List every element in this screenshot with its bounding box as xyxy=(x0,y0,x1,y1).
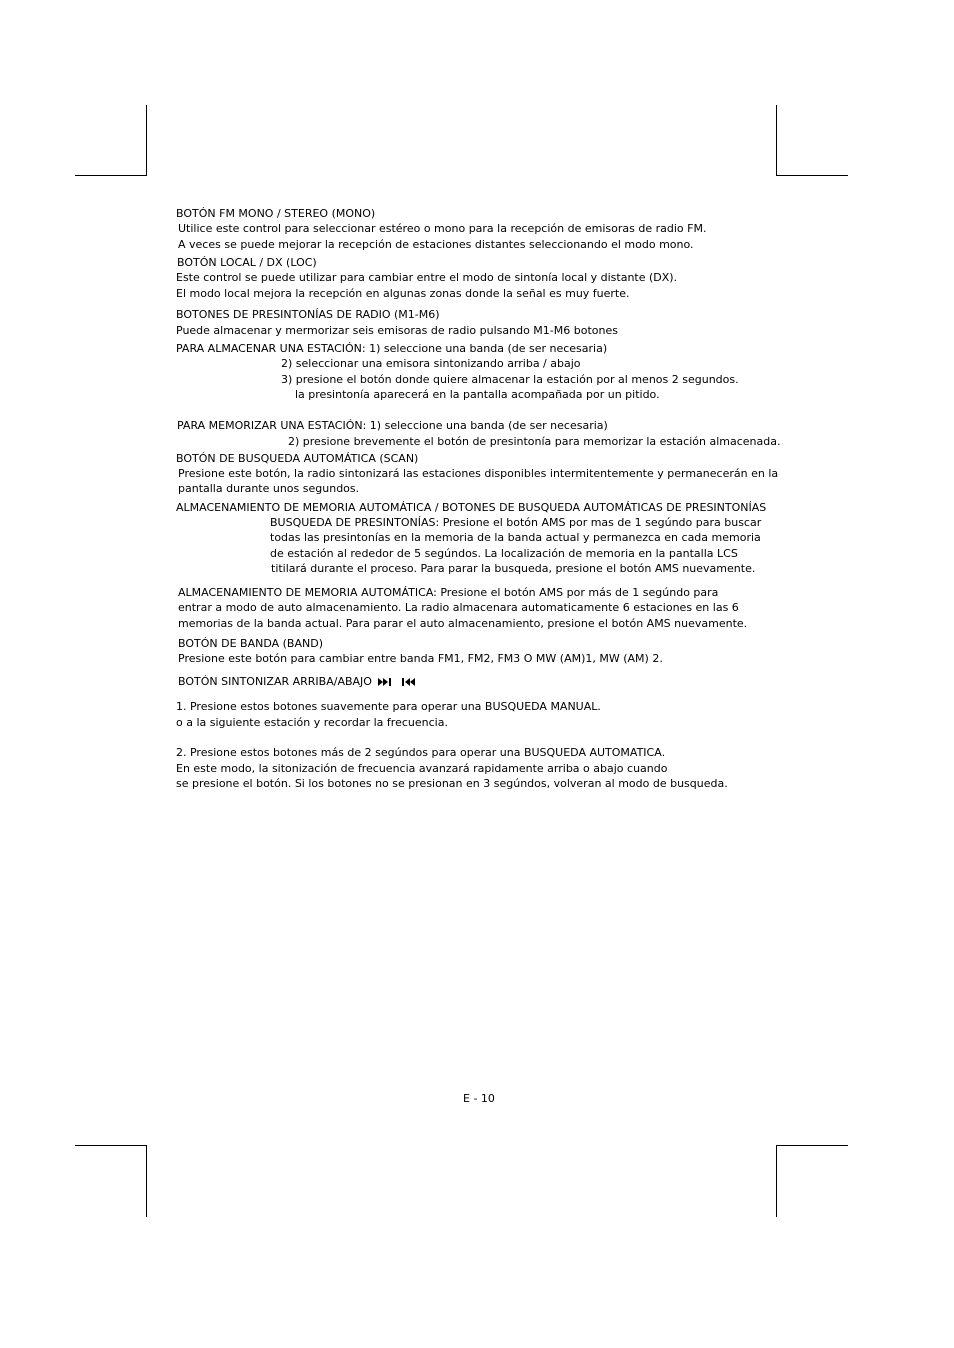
crop-mark xyxy=(776,175,848,176)
text-line: todas las presintonías en la memoria de la banda actual y permanezca en cada memoria xyxy=(270,531,761,544)
text-line: o a la siguiente estación y recordar la frecuencia. xyxy=(176,716,448,729)
heading-tune-up-down xyxy=(178,675,416,688)
crop-mark xyxy=(776,105,777,176)
text-line: de estación al rededor de 5 segúndos. La localización de memoria en la pantalla LCS xyxy=(270,547,738,560)
heading-ams: ALMACENAMIENTO DE MEMORIA AUTOMÁTICA / BOTONES DE BUSQUEDA AUTOMÁTICAS DE PRESINTONÍAS xyxy=(176,501,767,514)
heading-tune-text: BOTÓN SINTONIZAR ARRIBA/ABAJO xyxy=(178,675,372,688)
text-line: la presintonía aparecerá en la pantalla acompañada por un pitido. xyxy=(295,388,660,401)
text-line: En este modo, la sitonización de frecuencia avanzará rapidamente arriba o abajo cuando xyxy=(176,762,668,775)
text-line: A veces se puede mejorar la recepción de estaciones distantes seleccionando el modo mono. xyxy=(178,238,694,251)
heading-fm-mono-stereo: BOTÓN FM MONO / STEREO (MONO) xyxy=(176,207,376,220)
text-line: 2. Presione estos botones más de 2 segúndos para operar una BUSQUEDA AUTOMATICA. xyxy=(176,746,666,759)
text-line: 2) seleccionar una emisora sintonizando arriba / abajo xyxy=(281,357,581,370)
heading-local-dx: BOTÓN LOCAL / DX (LOC) xyxy=(177,256,317,269)
text-line: El modo local mejora la recepción en algunas zonas donde la señal es muy fuerte. xyxy=(176,287,630,300)
text-line: 1. Presione estos botones suavemente para operar una BUSQUEDA MANUAL. xyxy=(176,700,601,713)
crop-mark xyxy=(146,1145,147,1217)
crop-mark xyxy=(776,1145,848,1146)
text-line: ALMACENAMIENTO DE MEMORIA AUTOMÁTICA: Presione el botón AMS por más de 1 segúndo para xyxy=(178,586,719,599)
text-line: PARA ALMACENAR UNA ESTACIÓN: 1) seleccione una banda (de ser necesaria) xyxy=(176,342,608,355)
crop-mark xyxy=(75,1145,147,1146)
text-line: entrar a modo de auto almacenamiento. La radio almacenara automaticamente 6 estaciones en las 6 xyxy=(178,601,739,614)
text-line: se presione el botón. Si los botones no se presionan en 3 segúndos, volveran al modo de busqueda. xyxy=(176,777,728,790)
skip-forward-icon xyxy=(378,678,392,686)
crop-mark xyxy=(75,175,147,176)
text-line: Utilice este control para seleccionar estéreo o mono para la recepción de emisoras de radio FM. xyxy=(178,222,707,235)
skip-back-icon xyxy=(402,678,416,686)
text-line: BUSQUEDA DE PRESINTONÍAS: Presione el botón AMS por mas de 1 segúndo para buscar xyxy=(270,516,762,529)
crop-mark xyxy=(776,1145,777,1217)
heading-presets: BOTONES DE PRESINTONÍAS DE RADIO (M1-M6) xyxy=(176,308,440,321)
text-line: titilará durante el proceso. Para parar la busqueda, presione el botón AMS nuevamente. xyxy=(271,562,756,575)
text-line: Presione este botón para cambiar entre banda FM1, FM2, FM3 O MW (AM)1, MW (AM) 2. xyxy=(178,652,663,665)
text-line: Presione este botón, la radio sintonizará las estaciones disponibles intermitentemente y permanecerán en la xyxy=(178,467,779,480)
heading-band: BOTÓN DE BANDA (BAND) xyxy=(178,637,323,650)
crop-mark xyxy=(146,105,147,176)
text-line: 2) presione brevemente el botón de presintonía para memorizar la estación almacenada. xyxy=(288,435,781,448)
text-line: 3) presione el botón donde quiere almacenar la estación por al menos 2 segundos. xyxy=(281,373,739,386)
text-line: PARA MEMORIZAR UNA ESTACIÓN: 1) seleccione una banda (de ser necesaria) xyxy=(177,419,608,432)
page-number: E - 10 xyxy=(463,1092,495,1105)
heading-scan: BOTÓN DE BUSQUEDA AUTOMÁTICA (SCAN) xyxy=(176,452,419,465)
text-line: pantalla durante unos segundos. xyxy=(178,482,360,495)
text-line: memorias de la banda actual. Para parar el auto almacenamiento, presione el botón AMS nuevamente. xyxy=(178,617,748,630)
text-line: Puede almacenar y mermorizar seis emisoras de radio pulsando M1-M6 botones xyxy=(176,324,618,337)
text-line: Este control se puede utilizar para cambiar entre el modo de sintonía local y distante (DX). xyxy=(176,271,678,284)
